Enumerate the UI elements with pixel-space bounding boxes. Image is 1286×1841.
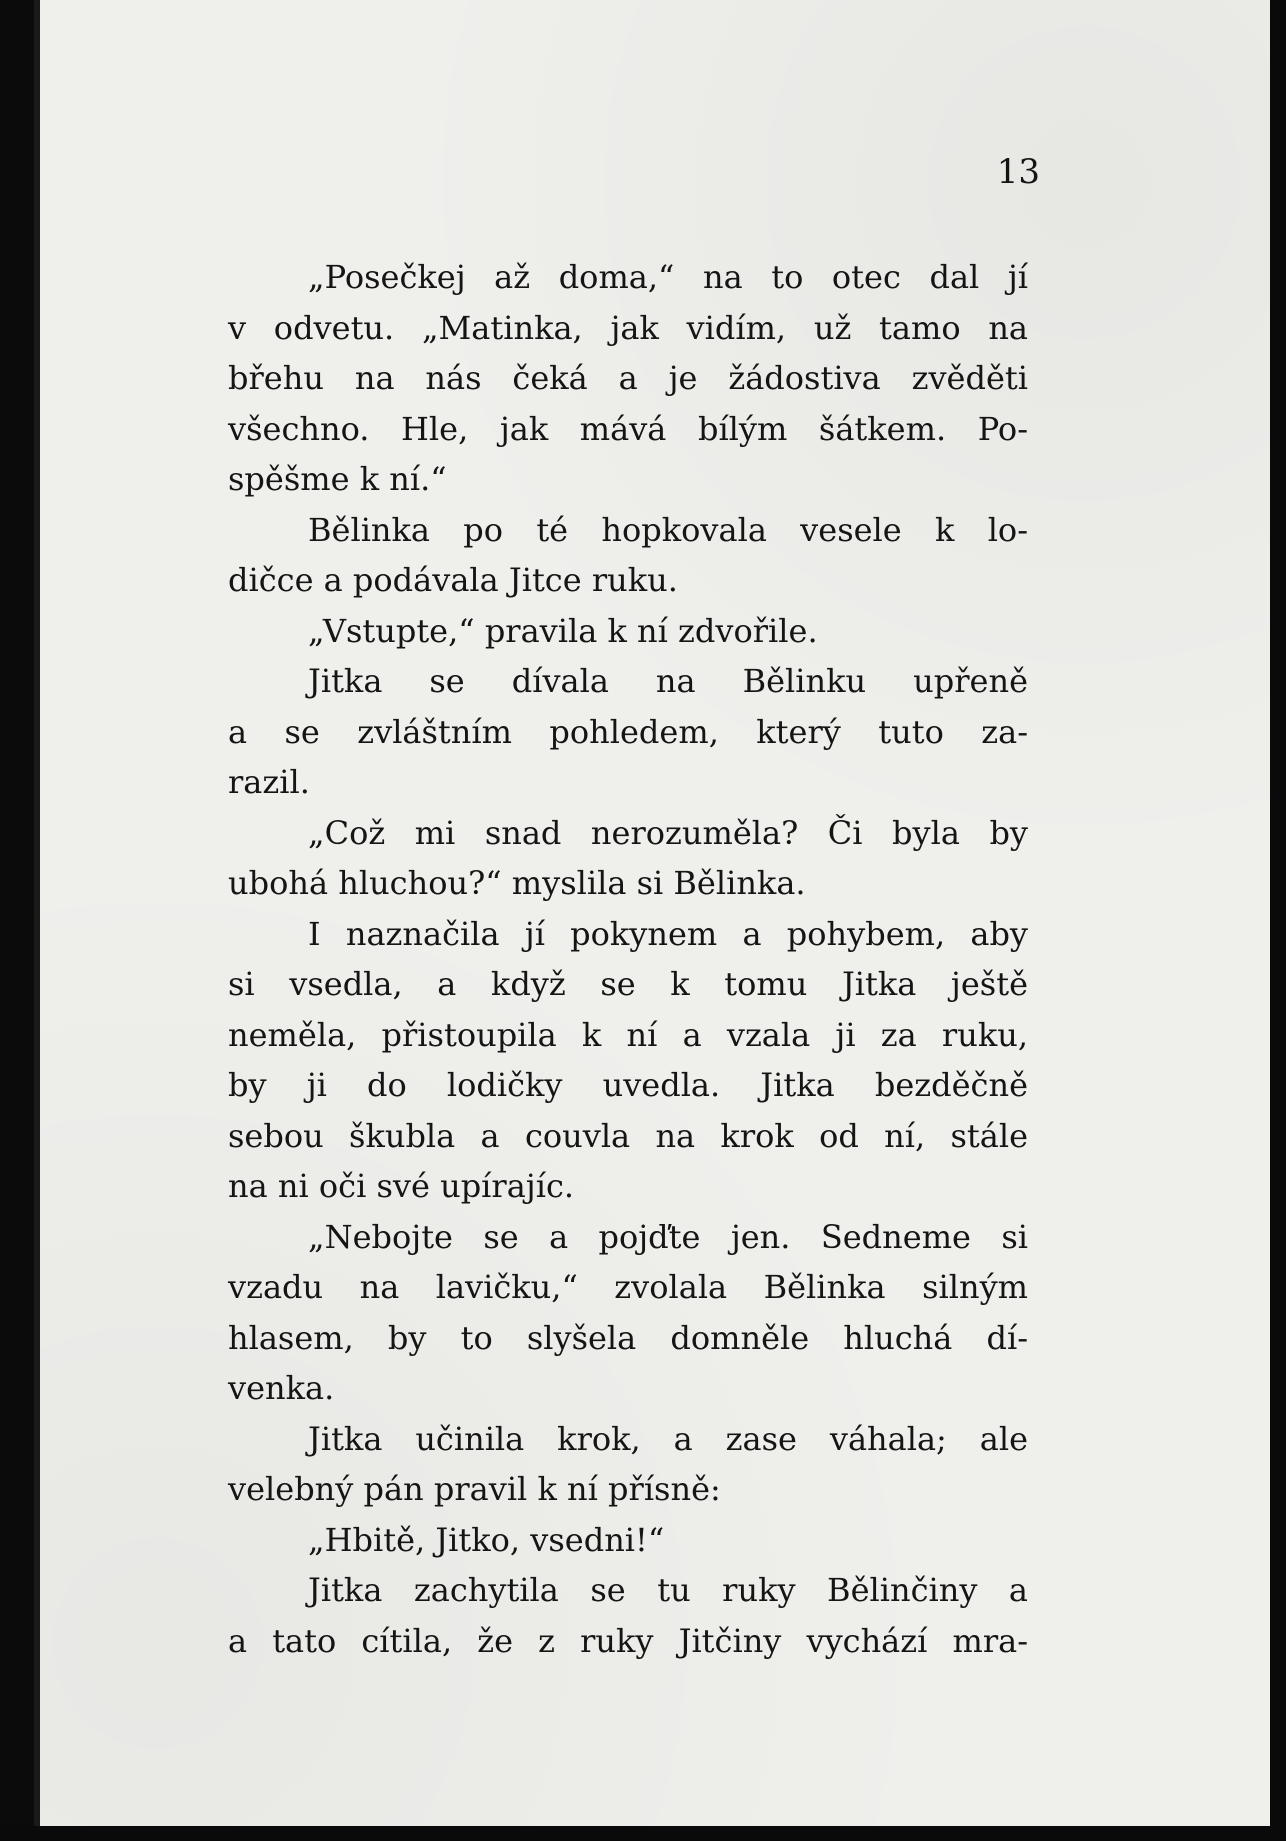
text-line: Jitka učinila krok, a zase váhala; ale — [308, 1419, 1028, 1458]
text-line: sebou škubla a couvla na krok od ní, stále — [228, 1116, 1028, 1155]
text-line: a tato cítila, že z ruky Jitčiny vychází mra- — [228, 1621, 1028, 1660]
text-line: ubohá hluchou?“ myslila si Bělinka. — [228, 864, 806, 902]
text-line: „Což mi snad nerozuměla? Či byla by — [308, 813, 1028, 852]
page-gutter — [34, 0, 40, 1841]
text-line: razil. — [228, 763, 310, 801]
text-line: a se zvláštním pohledem, který tuto za- — [228, 712, 1028, 751]
body-text — [228, 252, 1028, 1666]
text-line: Jitka se dívala na Bělinku upřeně — [308, 662, 1028, 700]
text-line: „Nebojte se a pojďte jen. Sedneme si — [308, 1217, 1028, 1256]
page-right-edge — [1270, 0, 1286, 1841]
text-line: Bělinka po té hopkovala vesele k lo- — [308, 510, 1028, 549]
text-line: dičce a podávala Jitce ruku. — [228, 561, 678, 599]
text-line: „Posečkej až doma,“ na to otec dal jí — [308, 258, 1028, 296]
text-line: v odvetu. „Matinka, jak vidím, už tamo na — [228, 308, 1028, 347]
text-line: by ji do lodičky uvedla. Jitka bezděčně — [228, 1066, 1028, 1104]
text-line: všechno. Hle, jak mává bílým šátkem. Po- — [228, 409, 1028, 448]
text-line: venka. — [228, 1369, 335, 1407]
text-line: „Vstupte,“ pravila k ní zdvořile. — [308, 611, 818, 650]
text-line: I naznačila jí pokynem a pohybem, aby — [308, 914, 1028, 953]
text-line: velebný pán pravil k ní přísně: — [228, 1470, 721, 1508]
text-line: Jitka zachytila se tu ruky Bělinčiny a — [308, 1571, 1028, 1609]
text-line: neměla, přistoupila k ní a vzala ji za ruku, — [228, 1015, 1028, 1054]
text-line: „Hbitě, Jitko, vsedni!“ — [308, 1520, 665, 1559]
text-line: břehu na nás čeká a je žádostiva zvěděti — [228, 359, 1028, 397]
text-line: na ni oči své upírajíc. — [228, 1167, 575, 1205]
page-number: 13 — [996, 152, 1040, 192]
text-line: spěšme k ní.“ — [228, 460, 447, 498]
text-line: hlasem, by to slyšela domněle hluchá dí- — [228, 1318, 1028, 1357]
page-bottom-edge — [0, 1826, 1286, 1841]
text-line: si vsedla, a když se k tomu Jitka ještě — [228, 965, 1028, 1003]
text-line: vzadu na lavičku,“ zvolala Bělinka silným — [228, 1268, 1028, 1306]
